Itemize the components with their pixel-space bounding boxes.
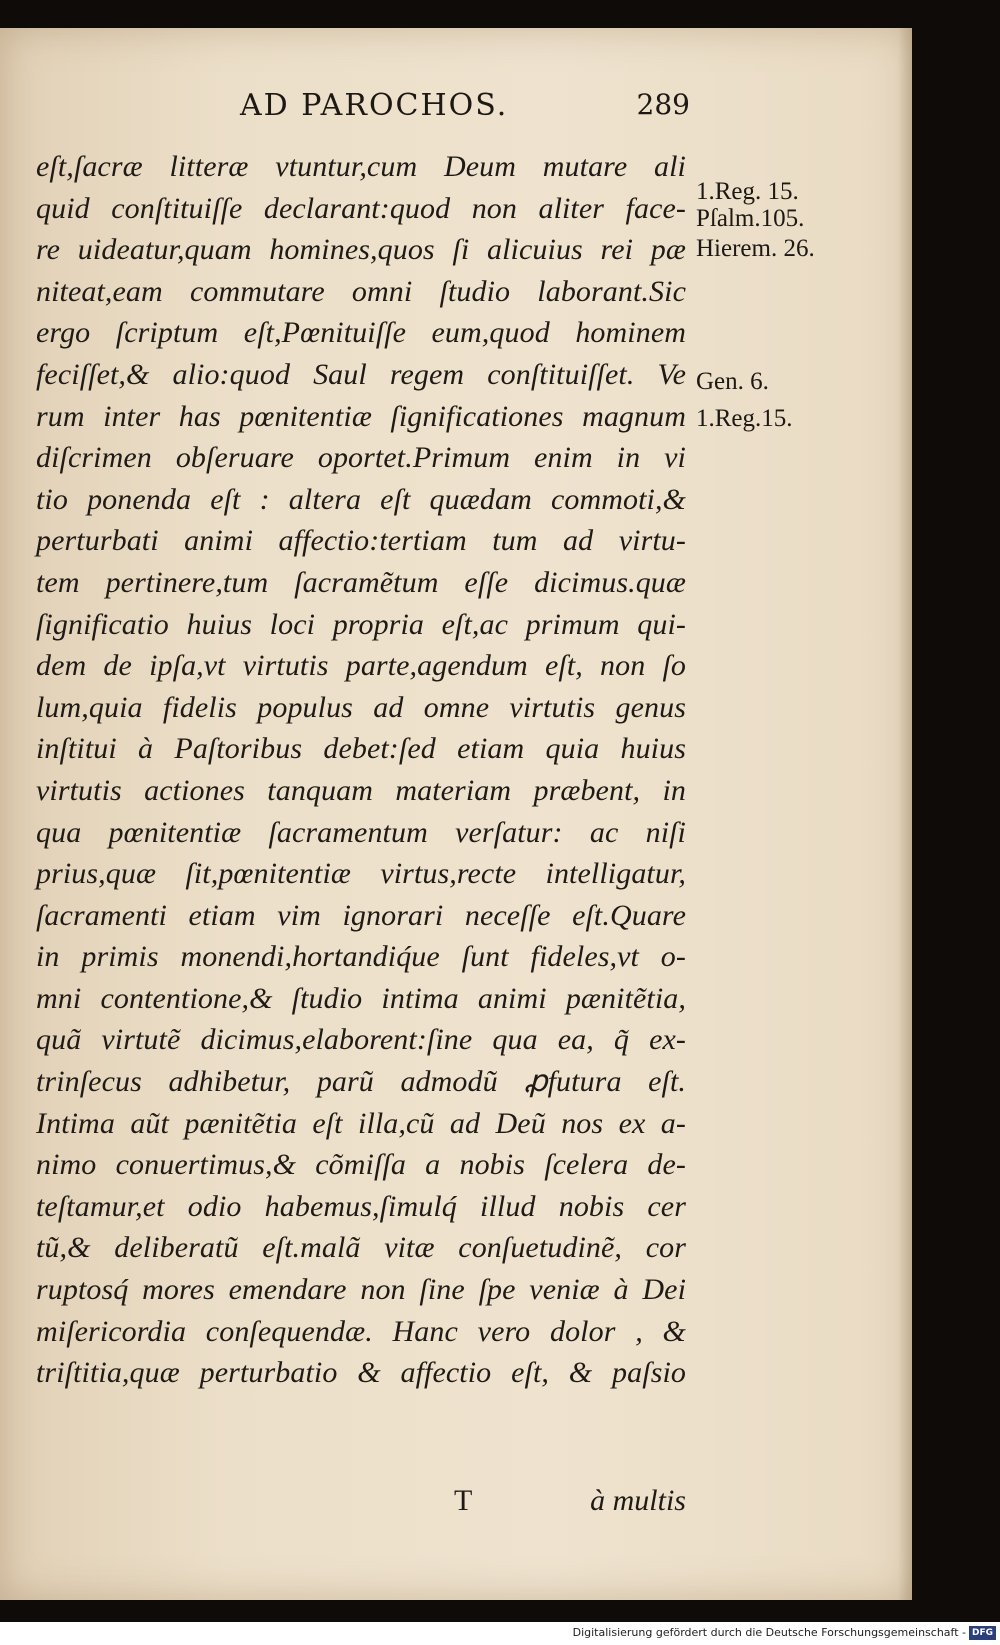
text-line: trinſecus adhibetur, parũ admodũ ꝓfutura eſt. (36, 1065, 686, 1099)
text-line: virtutis actiones tanquam materiam præbent, in (36, 773, 686, 807)
text-line: eſt,ſacræ litteræ vtuntur,cum Deum mutare ali (36, 150, 686, 183)
text-line: triſtitia,quæ perturbatio & affectio eſt, & paſsio (36, 1356, 686, 1390)
text-line: inſtitui à Paſtoribus debet:ſed etiam quia huius (36, 732, 686, 766)
text-line: in primis monendi,hortandiq́ue ſunt fideles,vt o- (36, 940, 686, 974)
text-line: quid conſtituiſſe declarant:quod non aliter face- (36, 191, 686, 225)
text-line: tio ponenda eſt : altera eſt quædam commoti,& (36, 482, 686, 516)
catchword: à multis (590, 1484, 686, 1517)
text-line: tũ,& deliberatũ eſt.malã vitæ conſuetudinẽ, cor (36, 1231, 686, 1265)
text-line: prius,quæ ſit,pœnitentiæ virtus,recte intelligatur, (36, 857, 686, 891)
text-line: ſacramenti etiam vim ignorari neceſſe eſt.Quare (36, 898, 686, 932)
book-page (0, 28, 912, 1600)
text-line: perturbati animi affectio:tertiam tum ad virtu- (36, 524, 686, 558)
footer-bar (0, 1622, 1000, 1645)
page-number: 289 (636, 88, 690, 121)
text-line: diſcrimen obſeruare oportet.Primum enim in vi (36, 441, 686, 475)
text-line: nimo conuertimus,& cõmiſſa a nobis ſcelera de- (36, 1148, 686, 1182)
text-line: tem pertinere,tum ſacramẽtum eſſe dicimus.quæ (36, 565, 686, 599)
catchword-line (36, 1484, 686, 1524)
text-line: Intima aũt pænitẽtia eſt illa,cũ ad Deũ nos ex a- (36, 1106, 686, 1140)
margin-note: Pſalm.105. (696, 205, 805, 232)
margin-note: Hierem. 26. (696, 235, 815, 262)
running-title: AD PAROCHOS. (240, 88, 509, 123)
margin-note: Gen. 6. (696, 368, 769, 395)
text-line: rum inter has pœnitentiæ ſignificationes magnum (36, 399, 686, 433)
text-line: ergo ſcriptum eſt,Pœnituiſſe eum,quod hominem (36, 316, 686, 350)
body-text (36, 146, 686, 1394)
text-line: re uideatur,quam homines,quos ſi alicuius rei pæ (36, 233, 686, 267)
text-line: mni contentione,& ſtudio intima animi pænitẽtia, (36, 981, 686, 1015)
text-line: ruptosq́ mores emendare non ſine ſpe veniæ à Dei (36, 1273, 686, 1307)
dfg-logo-icon: DFG (969, 1626, 996, 1640)
text-line: miſericordia conſequendæ. Hanc vero dolor , & (36, 1314, 686, 1348)
text-line: dem de ipſa,vt virtutis parte,agendum eſt, non ſo (36, 649, 686, 683)
text-line: niteat,eam commutare omni ſtudio laborant.Sic (36, 274, 686, 308)
funding-credit: Digitalisierung gefördert durch die Deutsche Forschungsgemeinschaft - (572, 1626, 966, 1639)
text-line: teſtamur,et odio habemus,ſimulq́ illud nobis cer (36, 1189, 686, 1223)
page-header (40, 88, 690, 128)
text-line: ſignificatio huius loci propria eſt,ac primum qui- (36, 607, 686, 641)
text-line: qua pœnitentiæ ſacramentum verſatur: ac niſi (36, 815, 686, 849)
text-line: lum,quia fidelis populus ad omne virtutis genus (36, 690, 686, 724)
signature-mark: T (454, 1484, 473, 1517)
margin-note: 1.Reg.15. (696, 405, 793, 432)
margin-note: 1.Reg. 15. (696, 178, 799, 205)
text-line: feciſſet,& alio:quod Saul regem conſtituiſſet. Ve (36, 357, 686, 391)
text-line: quã virtutẽ dicimus,elaborent:ſine qua ea, q̃ ex- (36, 1023, 686, 1057)
